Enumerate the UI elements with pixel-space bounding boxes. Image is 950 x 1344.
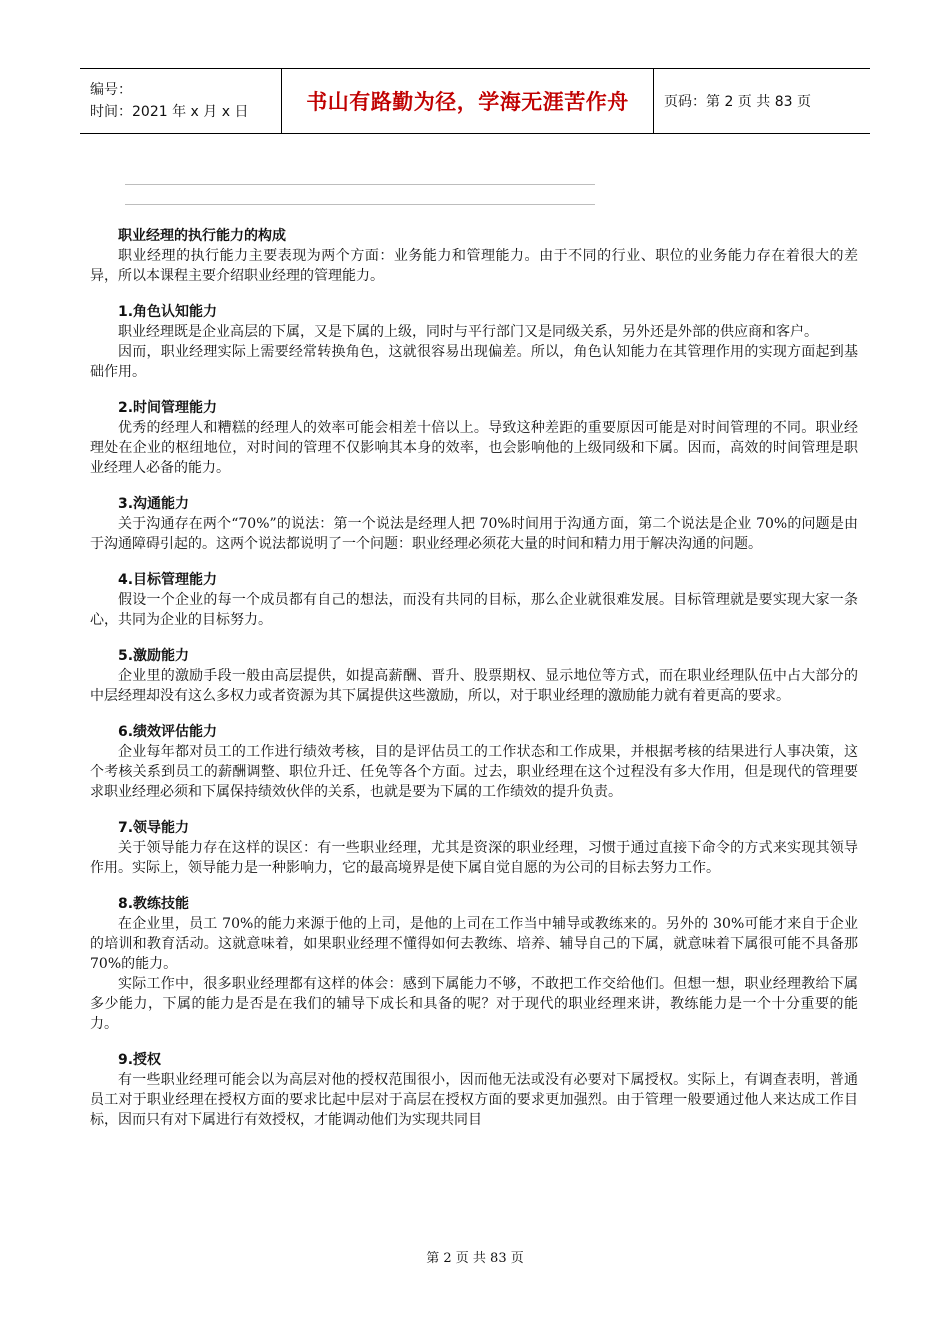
section — [90, 722, 858, 802]
number-label: 编号： — [90, 82, 132, 98]
section — [90, 398, 858, 478]
section-heading: 1.角色认知能力 — [118, 304, 218, 320]
doc-title: 职业经理的执行能力的构成 — [118, 228, 286, 244]
time-label: 时间：2021 年 x 月 x 日 — [90, 104, 249, 120]
section-paragraph: 关于领导能力存在这样的误区：有一些职业经理，尤其是资深的职业经理，习惯于通过直接下命令的方式来实现其领导作用。实际上，领导能力是一种影响力，它的最高境界是使下属自觉自愿的为公司的目标去努力工作。 — [90, 840, 858, 876]
section-heading: 8.教练技能 — [118, 896, 190, 912]
page-footer: 第 2 页 共 83 页 — [426, 1251, 524, 1266]
document-body — [90, 226, 858, 1130]
page-code: 页码：第 2 页 共 83 页 — [664, 94, 811, 110]
section-paragraph: 实际工作中，很多职业经理都有这样的体会：感到下属能力不够，不敢把工作交给他们。但想一想，职业经理教给下属多少能力，下属的能力是否是在我们的辅导下成长和具备的呢？对于现代的职业经理来讲，教练能力是一个十分重要的能力。 — [90, 976, 858, 1032]
section-paragraph: 企业每年都对员工的工作进行绩效考核，目的是评估员工的工作状态和工作成果，并根据考核的结果进行人事决策，这个考核关系到员工的薪酬调整、职位升迁、任免等各个方面。过去，职业经理在这个过程没有多大作用，但是现代的管理要求职业经理必须和下属保持绩效伙伴的关系，也就是要为下属的工作绩效的提升负责。 — [90, 744, 858, 800]
section — [90, 494, 858, 554]
section-paragraph: 职业经理既是企业高层的下属，又是下属的上级，同时与平行部门又是同级关系，另外还是外部的供应商和客户。 — [118, 324, 818, 340]
section — [90, 1050, 858, 1130]
section-heading: 3.沟通能力 — [118, 496, 190, 512]
section-paragraph: 因而，职业经理实际上需要经常转换角色，这就很容易出现偏差。所以，角色认知能力在其管理作用的实现方面起到基础作用。 — [90, 344, 858, 380]
section-heading: 2.时间管理能力 — [118, 400, 218, 416]
header-meta — [80, 69, 282, 133]
section — [90, 646, 858, 706]
section-paragraph: 假设一个企业的每一个成员都有自己的想法，而没有共同的目标，那么企业就很难发展。目标管理就是要实现大家一条心，共同为企业的目标努力。 — [90, 592, 858, 628]
section-paragraph: 关于沟通存在两个“70%”的说法：第一个说法是经理人把 70%时间用于沟通方面，第二个说法是企业 70%的问题是由于沟通障碍引起的。这两个说法都说明了一个问题：职业经理必须花大量的时间和精力用于解决沟通的问题。 — [90, 516, 858, 552]
section-paragraph: 有一些职业经理可能会以为高层对他的授权范围很小，因而他无法或没有必要对下属授权。实际上，有调查表明，普通员工对于职业经理在授权方面的要求比起中层对于高层在授权方面的要求更加强烈。由于管理一般要通过他人来达成工作目标，因而只有对下属进行有效授权，才能调动他们为实现共同目 — [90, 1072, 858, 1128]
header-page-cell — [654, 69, 870, 133]
section — [90, 894, 858, 1034]
section-heading: 7.领导能力 — [118, 820, 190, 836]
section — [90, 818, 858, 878]
section-paragraph: 在企业里，员工 70%的能力来源于他的上司，是他的上司在工作当中辅导或教练来的。另外的 30%可能才来自于企业的培训和教育活动。这就意味着，如果职业经理不懂得如何去教练、培养、辅导自己的下属，就意味着下属很可能不具备那 70%的能力。 — [90, 916, 858, 972]
section-heading: 5.激励能力 — [118, 648, 190, 664]
sections — [90, 302, 858, 1130]
section-heading: 9.授权 — [118, 1052, 162, 1068]
section-paragraph: 企业里的激励手段一般由高层提供，如提高薪酬、晋升、股票期权、显示地位等方式，而在职业经理队伍中占大部分的中层经理却没有这么多权力或者资源为其下属提供这些激励，所以，对于职业经理的激励能力就有着更高的要求。 — [90, 668, 858, 704]
doc-intro: 职业经理的执行能力主要表现为两个方面：业务能力和管理能力。由于不同的行业、职位的业务能力存在着很大的差异，所以本课程主要介绍职业经理的管理能力。 — [90, 248, 858, 284]
divider-line — [125, 204, 595, 205]
section-heading: 6.绩效评估能力 — [118, 724, 218, 740]
section — [90, 302, 858, 382]
divider-line — [125, 184, 595, 185]
header-motto-cell — [282, 69, 654, 133]
section-heading: 4.目标管理能力 — [118, 572, 218, 588]
header-table — [80, 68, 870, 134]
motto: 书山有路勤为径，学海无涯苦作舟 — [306, 90, 629, 114]
section — [90, 570, 858, 630]
section-paragraph: 优秀的经理人和糟糕的经理人的效率可能会相差十倍以上。导致这种差距的重要原因可能是对时间管理的不同。职业经理处在企业的枢纽地位，对时间的管理不仅影响其本身的效率，也会影响他的上级同级和下属。因而，高效的时间管理是职业经理人必备的能力。 — [90, 420, 858, 476]
